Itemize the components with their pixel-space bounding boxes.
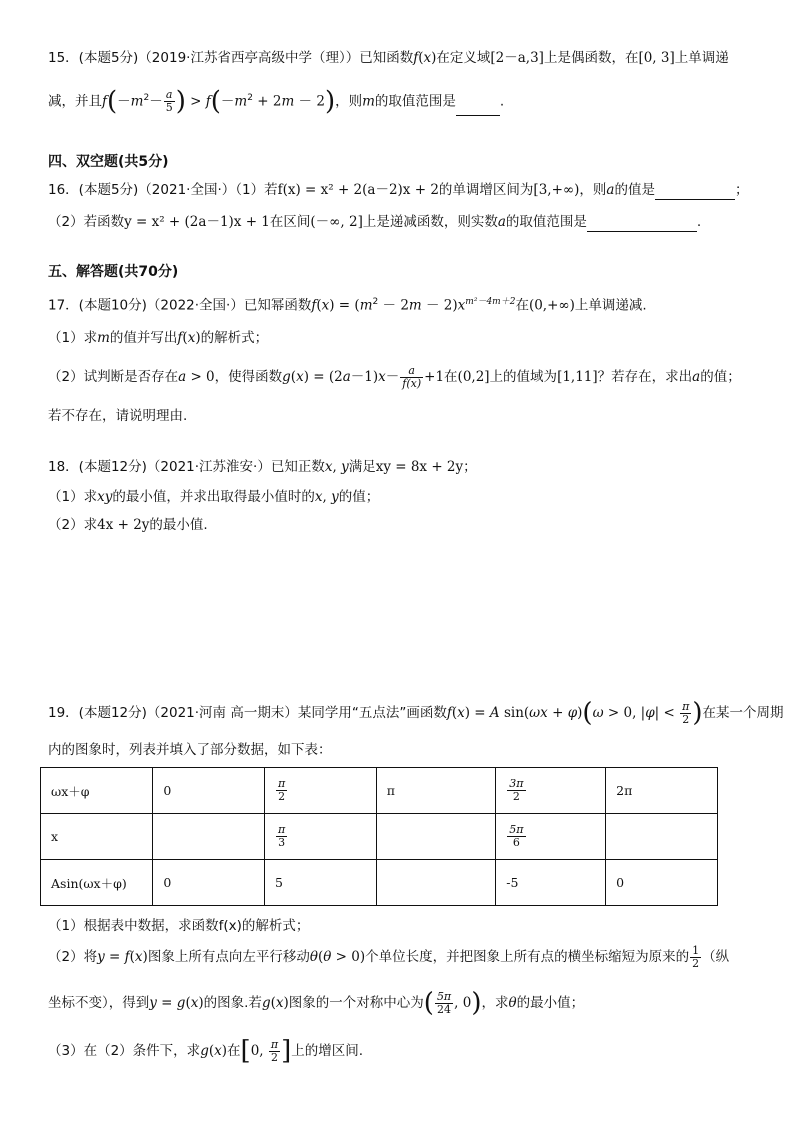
q16-fy: y = x² + (2a－1)x + 1 xyxy=(124,214,270,230)
table-cell: 5 xyxy=(264,860,376,906)
q19-frac-5pi24: $\frac{5\pi}{24}$ xyxy=(436,989,452,1016)
q19-line-2: 内的图象时，列表并填入了部分数据，如下表： xyxy=(48,742,332,758)
table-fraction: $\frac{3\pi}{2}$ xyxy=(509,777,524,803)
q15-frac-a5: $\frac{a}{5}$ xyxy=(165,88,173,114)
q16-line-2: （2）若函数y = x² + (2a－1)x + 1在区间(－∞, 2]上是递减函数，则实数a的取值范围是 . xyxy=(48,214,702,230)
table-cell xyxy=(153,814,265,860)
q19-part-2-line-2: 坐标不变），得到y = g(x)的图象.若g(x)图象的一个对称中心为( $\frac{5\pi}{24}$ , 0)，求θ的最小值； xyxy=(48,988,585,1018)
table-fraction: $\frac{\pi}{3}$ xyxy=(277,823,286,849)
q16-fx: f(x) = x² + 2(a－2)x + 2 xyxy=(277,182,439,198)
q15-header: 15．(本题5分)（2019·江苏省西亭高级中学（理））已知函数 xyxy=(48,50,414,66)
table-cell xyxy=(264,814,376,860)
section-4-title: 四、双空题(共5分) xyxy=(48,154,169,170)
table-cell xyxy=(606,814,718,860)
q17-line-4: 若不存在，请说明理由. xyxy=(48,408,188,424)
table-row xyxy=(41,860,718,906)
table-fraction: $\frac{\pi}{2}$ xyxy=(277,777,286,803)
q15-line-1: 15．(本题5分)（2019·江苏省西亭高级中学（理））已知函数f(x)在定义域[2－a,3]上是偶函数，在[0, 3]上单调递 xyxy=(48,50,729,66)
q16-blank-1[interactable] xyxy=(655,199,735,200)
q16-line-1: 16．(本题5分)（2021·全国·）（1）若f(x) = x² + 2(a－2)x + 2的单调增区间为[3,+∞)，则a的值是 ； xyxy=(48,182,749,198)
q18-line-1: 18．(本题12分)（2021·江苏淮安·）已知正数x, y满足xy = 8x + 2y； xyxy=(48,459,477,475)
table-cell: 0 xyxy=(153,768,265,814)
q18-header: 18．(本题12分)（2021·江苏淮安·）已知正数 xyxy=(48,459,325,475)
q18-line-3: （2）求4x + 2y的最小值. xyxy=(48,517,208,533)
table-row xyxy=(41,768,718,814)
table-cell: Asin(ωx＋φ) xyxy=(41,860,153,906)
table-cell: π xyxy=(376,768,496,814)
q19-frac-pi2-b: $\frac{\pi}{2}$ xyxy=(270,1037,279,1064)
q15-interval: [0, 3] xyxy=(638,50,675,66)
table-fraction: $\frac{5\pi}{6}$ xyxy=(509,823,524,849)
q17-header: 17．(本题10分)（2022·全国·）已知幂函数 xyxy=(48,297,312,314)
table-cell xyxy=(376,814,496,860)
table-cell xyxy=(264,768,376,814)
q17-line-3: （2）试判断是否存在a > 0，使得函数g(x) = (2a－1)x－ $\frac{a}{f(x)}$ +1在(0,2]上的值域为[1,11]？若存在，求出a的值； xyxy=(48,363,741,390)
q15-domain: [2－a,3] xyxy=(490,50,544,66)
q19-part-2-line-1: （2）将y = f(x)图象上所有点向左平行移动θ(θ > 0)个单位长度，并把图象上所有点的横坐标缩短为原来的 $\frac{1}{2}$ （纵 xyxy=(48,943,730,970)
q15-line-2: 减，并且$f(-m^2-$ $\frac{a}{5}$ ) > $f(-m^2 + 2m - 2)$，则m的取值范围是 . xyxy=(48,86,505,117)
table-cell: -5 xyxy=(496,860,606,906)
table-cell xyxy=(496,768,606,814)
q17-frac: $\frac{a}{f(x)}$ xyxy=(402,363,422,390)
table-cell: ωx＋φ xyxy=(41,768,153,814)
q19-line-1: 19．(本题12分)（2021·河南 高一期末）某同学用“五点法”画函数f(x) = A sin(ωx + φ)(ω > 0, |φ| < $\frac{\pi}{2}$ )在某一个周期 xyxy=(48,698,784,728)
q19-part-3: （3）在（2）条件下，求g(x)在[0, $\frac{\pi}{2}$ ]上的增区间. xyxy=(48,1036,364,1066)
q15-answer-blank[interactable] xyxy=(456,115,500,116)
table-row xyxy=(41,814,718,860)
table-cell xyxy=(376,860,496,906)
q19-header: 19．(本题12分)（2021·河南 高一期末）某同学用“五点法”画函数 xyxy=(48,705,447,721)
q19-part-1: （1）根据表中数据，求函数f(x)的解析式； xyxy=(48,918,310,934)
q19-frac-half: $\frac{1}{2}$ xyxy=(692,943,700,970)
five-point-table xyxy=(40,767,718,906)
q16-blank-2[interactable] xyxy=(587,231,697,232)
q19-frac-pi2: $\frac{\pi}{2}$ xyxy=(682,699,690,726)
section-5-title: 五、解答题(共70分) xyxy=(48,264,179,280)
q18-equation: xy = 8x + 2y xyxy=(375,459,464,475)
q15-fx: f xyxy=(413,50,419,66)
table-cell: 0 xyxy=(153,860,265,906)
table-cell: x xyxy=(41,814,153,860)
table-cell: 0 xyxy=(606,860,718,906)
table-cell: 2π xyxy=(606,768,718,814)
q16-header: 16．(本题5分)（2021·全国·）（1）若 xyxy=(48,182,278,198)
table-cell xyxy=(496,814,606,860)
q18-line-2: （1）求xy的最小值，并求出取得最小值时的x, y的值； xyxy=(48,489,380,505)
q17-line-2: （1）求m的值并写出f(x)的解析式； xyxy=(48,330,269,346)
q17-line-1: 17．(本题10分)（2022·全国·）已知幂函数$f(x) = (m^2 - 2m - 2)x^{m^2-4m+2}$在(0,+∞)上单调递减. xyxy=(48,297,647,314)
